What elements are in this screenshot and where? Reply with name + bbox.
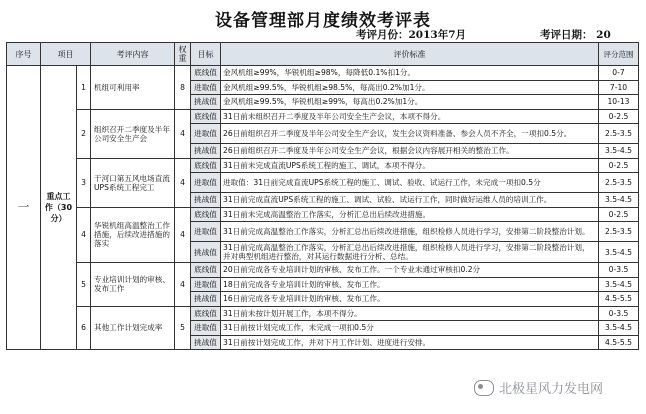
standard-cell: 金风机组≥99%，华锐机组≥98%，每降低0.1%扣1分。 [221,66,599,81]
evaluation-table [6,42,639,350]
range-cell: 10-13 [599,95,639,110]
range-cell: 4.5-5.5 [599,292,639,307]
standard-cell: 16日前完成各专业培训计划的审核、发布工作。 [221,292,599,307]
range-cell: 0-3.5 [599,306,639,321]
table-row [7,263,639,278]
level-cell: 底线值 [191,263,221,278]
level-cell: 底线值 [191,66,221,81]
range-cell: 3.5-4.5 [599,144,639,159]
group-content: 专业培训计划的审核、发布工作 [91,263,175,307]
evaluation-month: 考评月份：2013年7月 [356,29,467,41]
group-content: 华锐机组高温整治工作措施，后续改进措施的落实 [91,207,175,263]
header-seq: 序号 [7,43,41,66]
header-range: 评分范围 [599,43,639,66]
standard-cell: 18日前完成各专业培训计划的审核、发布工作。 [221,277,599,292]
range-cell: 3.5-4.5 [599,321,639,336]
group-num: 6 [77,306,91,350]
standard-cell: 31日前未完成直流UPS系统工程的施工、调试，本项不得分。 [221,158,599,173]
range-cell: 2.5-3.5 [599,173,639,193]
level-cell: 进取值 [191,80,221,95]
level-cell: 挑战值 [191,193,221,208]
range-cell: 4.5-5.5 [599,335,639,350]
range-cell: 0-2.5 [599,207,639,222]
group-num: 1 [77,66,91,110]
range-cell: 0-3.5 [599,263,639,278]
level-cell: 进取值 [191,173,221,193]
range-cell: 3.5-4.5 [599,193,639,208]
level-cell: 进取值 [191,222,221,242]
standard-cell: 进取值：31日前完成直流UPS系统工程的施工、调试、验收、试运行工作，未完成一项扣0.5分 [221,173,599,193]
header-item: 项目 [41,43,91,66]
group-weight: 4 [175,207,191,263]
group-num: 3 [77,158,91,207]
page-title: 设备管理部月度绩效考评表 [215,11,431,31]
table-row [7,207,639,222]
header-weight: 权重 [175,43,191,66]
table-row [7,158,639,173]
group-weight: 4 [175,158,191,207]
standard-cell: 31日前按计划完成工作，并对下月工作计划、进度进行安排。 [221,335,599,350]
range-cell: 3.5-4.5 [599,277,639,292]
level-cell: 挑战值 [191,335,221,350]
section-seq: 一 [7,66,41,350]
level-cell: 进取值 [191,321,221,336]
standard-cell: 26日前组织召开二季度及半年公司安全生产会议，根据会议内容展开相关的整治工作。 [221,144,599,159]
level-cell: 底线值 [191,207,221,222]
table-row [7,306,639,321]
range-cell: 7-10 [599,80,639,95]
level-cell: 底线值 [191,158,221,173]
level-cell: 挑战值 [191,144,221,159]
standard-cell: 31日前完成高温整治工作落实，分析汇总出后续改进措施，组织检修人员进行学习，安排第二阶段整治计划。 [221,222,599,242]
group-weight: 8 [175,66,191,110]
group-content: 组织召开二季度及半年公司安全生产会 [91,109,175,158]
standard-cell: 金风机组≥99.5%，华锐机组≥99%，每高出0.2%加1分。 [221,95,599,110]
range-cell: 2.5-3.5 [599,222,639,242]
standard-cell: 31日前未组织召开二季度及半年公司安全生产会议，本项不得分。 [221,109,599,124]
standard-cell: 31日前完成直流UPS系统工程的施工、调试、试验、试运行工作，同时做好运维人员的培训工作。 [221,193,599,208]
range-cell: 0-7 [599,66,639,81]
level-cell: 进取值 [191,277,221,292]
evaluation-date: 考评日期： 20 [540,29,611,41]
wechat-icon [474,380,494,396]
standard-cell: 金风机组≥99.5%，华锐机组≥98.5%，每高出0.2%加1分。 [221,80,599,95]
range-cell: 0-2.5 [599,109,639,124]
range-cell: 2.5-3.5 [599,124,639,144]
group-content: 其他工作计划完成率 [91,306,175,350]
header-target: 目标 [191,43,221,66]
standard-cell: 20日前完成各专业培训计划的审核、发布工作。一个专业未通过审核扣0.2分 [221,263,599,278]
group-content: 机组可利用率 [91,66,175,110]
standard-cell: 31日前未按计划开展工作，本项不得分。 [221,306,599,321]
watermark [474,378,603,397]
table-row [7,109,639,124]
level-cell: 挑战值 [191,95,221,110]
watermark-text: 北极星风力发电网 [499,382,604,397]
standard-cell: 31日前按计划完成工作，未完成一项扣0.5分 [221,321,599,336]
level-cell: 进取值 [191,124,221,144]
table-header-row [7,43,639,66]
section-item: 重点工作（30分） [41,66,77,350]
standard-cell: 26日前组织召开二季度及半年公司安全生产会议，发生会议资料准备、参会人员不齐全，一项扣0.5分。 [221,124,599,144]
level-cell: 底线值 [191,306,221,321]
group-num: 2 [77,109,91,158]
header-standard: 评价标准 [221,43,599,66]
group-weight: 4 [175,109,191,158]
level-cell: 底线值 [191,109,221,124]
table-row [7,66,639,81]
group-num: 5 [77,263,91,307]
group-weight: 5 [175,306,191,350]
group-weight: 4 [175,263,191,307]
group-num: 4 [77,207,91,263]
range-cell: 0-2.5 [599,158,639,173]
header-content: 考评内容 [91,43,175,66]
standard-cell: 31日前未完成高温整治工作落实，分析汇总出后续改进措施。 [221,207,599,222]
level-cell: 挑战值 [191,292,221,307]
group-content: 干河口第五风电场直流UPS系统工程完工 [91,158,175,207]
standard-cell: 31日前完成高温整治工作落实，分析汇总出后续改进措施，组织检修人员进行学习，安排第二阶段整治计划，并对典型机组进行整治，对其运行数据进行分析、总结。 [221,242,599,263]
level-cell: 挑战值 [191,242,221,263]
range-cell: 3.5-4.5 [599,242,639,263]
